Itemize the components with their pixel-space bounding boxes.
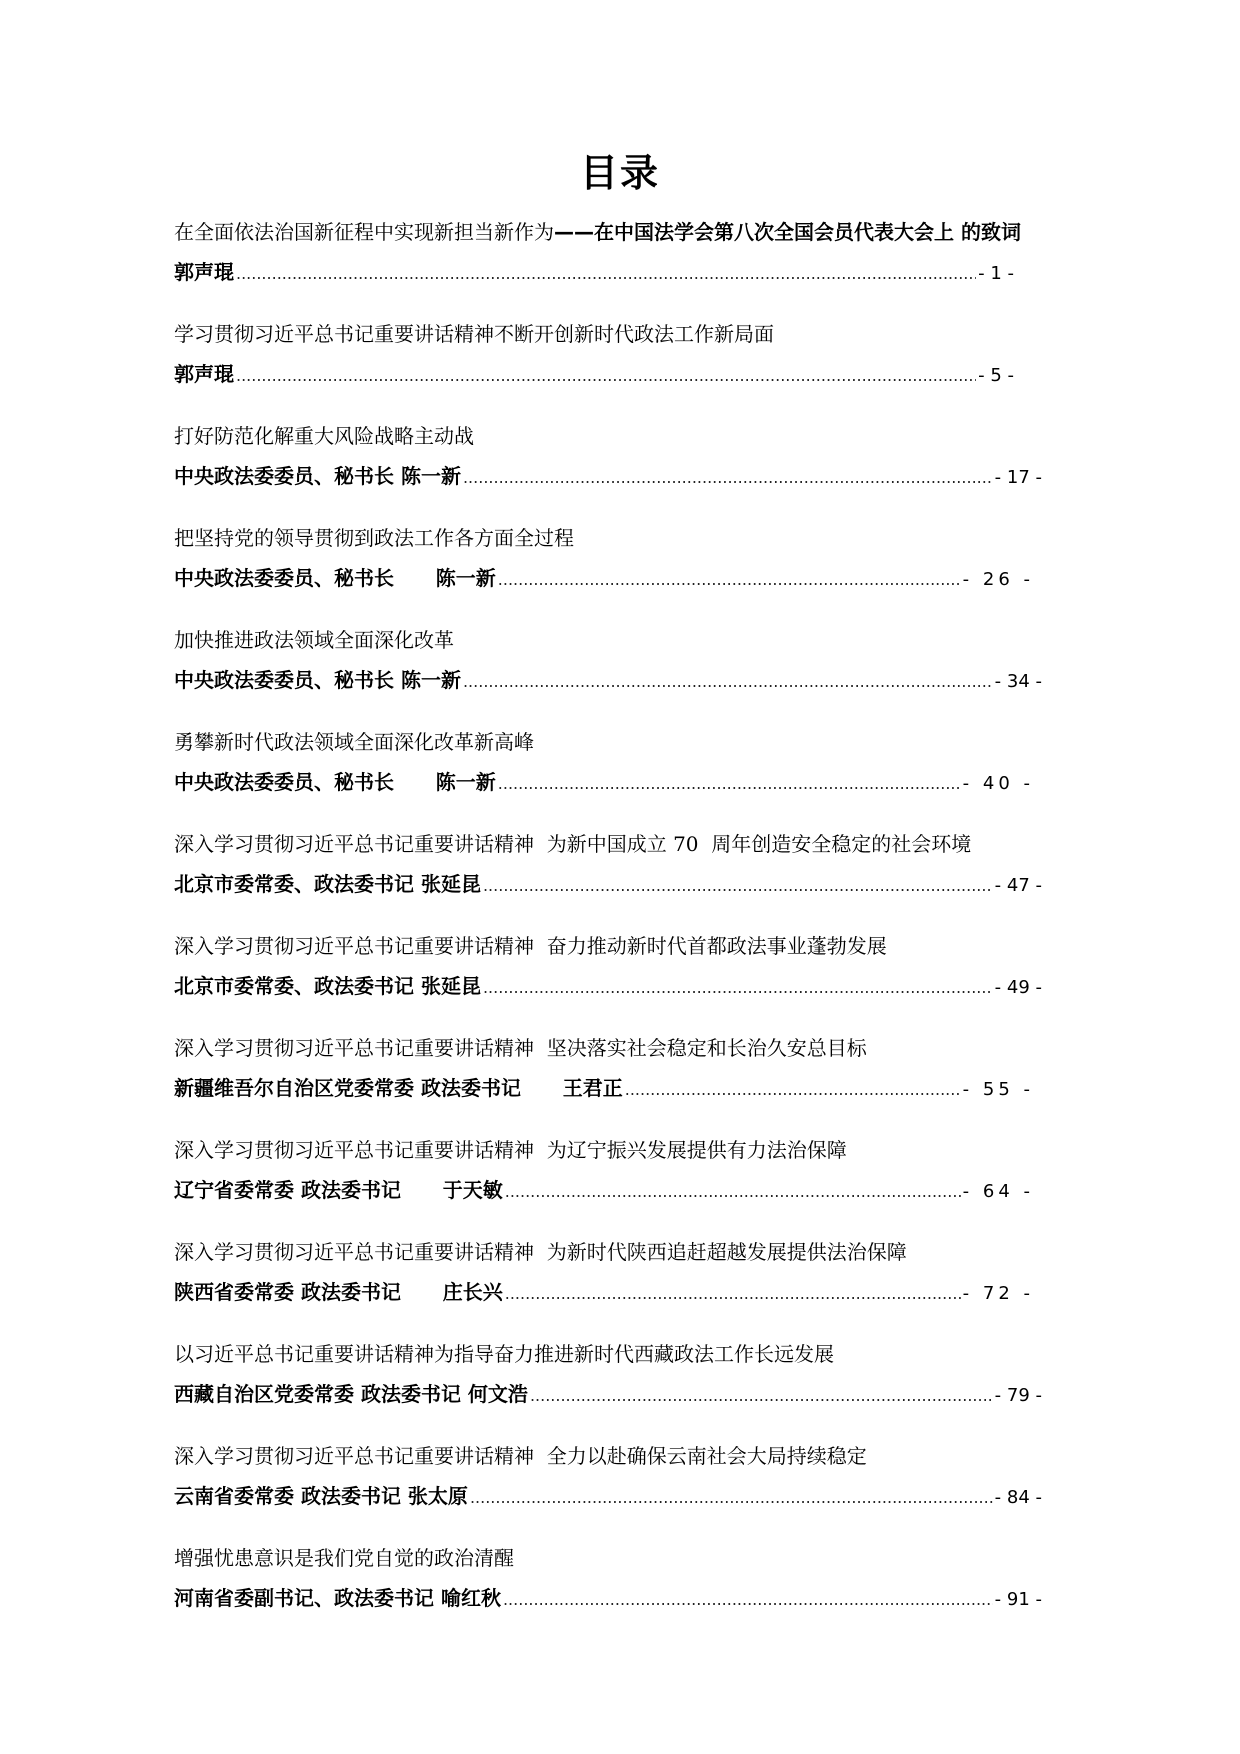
entry-page-number: - 49 - <box>994 977 1042 998</box>
entry-page-number: - 72 - <box>962 1283 1034 1304</box>
entry-author-line <box>174 1578 1042 1618</box>
dot-leader <box>470 1478 993 1518</box>
dot-leader <box>498 764 961 804</box>
toc-entry[interactable] <box>174 926 1074 1028</box>
toc-entry[interactable] <box>174 1232 1074 1334</box>
toc-entry[interactable] <box>174 518 1074 620</box>
entry-page-number: - 47 - <box>994 875 1042 896</box>
entry-page-number: - 1 - <box>978 263 1014 284</box>
toc-entry[interactable] <box>174 722 1074 824</box>
entry-title: 把坚持党的领导贯彻到政法工作各方面全过程 <box>174 526 574 550</box>
entry-page-number: - 5 - <box>978 365 1014 386</box>
dot-leader <box>505 1274 961 1314</box>
entry-title: 学习贯彻习近平总书记重要讲话精神不断开创新时代政法工作新局面 <box>174 322 774 346</box>
toc-entry[interactable] <box>174 620 1074 722</box>
entry-author-line <box>174 660 1042 700</box>
entry-author-line <box>174 1068 1034 1108</box>
entry-title: 深入学习贯彻习近平总书记重要讲话精神 为辽宁振兴发展提供有力法治保障 <box>174 1138 847 1162</box>
entry-author: 郭声琨 <box>174 260 234 284</box>
dot-leader <box>483 866 993 906</box>
entry-author-line <box>174 1476 1042 1516</box>
entry-author: 中央政法委委员、秘书长 陈一新 <box>174 566 496 590</box>
entry-title: 深入学习贯彻习近平总书记重要讲话精神 为新时代陕西追赶超越发展提供法治保障 <box>174 1240 907 1264</box>
dot-leader <box>625 1070 961 1110</box>
entry-author: 云南省委常委 政法委书记 张太原 <box>174 1484 468 1508</box>
dot-leader <box>463 458 993 498</box>
entry-author-line <box>174 558 1034 598</box>
dot-leader <box>505 1172 961 1212</box>
entry-title: 深入学习贯彻习近平总书记重要讲话精神 奋力推动新时代首都政法事业蓬勃发展 <box>174 934 887 958</box>
entry-page-number: - 91 - <box>994 1589 1042 1610</box>
entry-author: 河南省委副书记、政法委书记 喻红秋 <box>174 1586 501 1610</box>
entry-author-line <box>174 354 1014 394</box>
entry-author: 陕西省委常委 政法委书记 庄长兴 <box>174 1280 503 1304</box>
entry-title: 深入学习贯彻习近平总书记重要讲话精神 坚决落实社会稳定和长治久安总目标 <box>174 1036 867 1060</box>
entry-title: 深入学习贯彻习近平总书记重要讲话精神 为新中国成立 70 周年创造安全稳定的社会环境 <box>174 832 972 856</box>
dot-leader <box>463 662 993 702</box>
dot-leader <box>236 356 976 396</box>
toc-entry[interactable] <box>174 824 1074 926</box>
toc-entry[interactable] <box>174 416 1074 518</box>
page-title: 目录 <box>579 151 660 195</box>
entry-page-number: - 84 - <box>994 1487 1042 1508</box>
entry-author: 中央政法委委员、秘书长 陈一新 <box>174 464 461 488</box>
entry-page-number: - 34 - <box>994 671 1042 692</box>
entry-author-line <box>174 762 1034 802</box>
entry-title <box>174 212 1021 252</box>
toc-entry[interactable] <box>174 1538 1074 1640</box>
entry-page-number: - 55 - <box>962 1079 1034 1100</box>
entry-author-line <box>174 456 1042 496</box>
dot-leader <box>498 560 961 600</box>
entry-author: 北京市委常委、政法委书记 张延昆 <box>174 974 481 998</box>
dot-leader <box>483 968 993 1008</box>
entry-title: 以习近平总书记重要讲话精神为指导奋力推进新时代西藏政法工作长远发展 <box>174 1342 834 1366</box>
entry-author-line <box>174 864 1042 904</box>
entry-author: 北京市委常委、政法委书记 张延昆 <box>174 872 481 896</box>
toc-entry[interactable] <box>174 212 1074 314</box>
toc-entry[interactable] <box>174 314 1074 416</box>
entry-author-line <box>174 1374 1042 1414</box>
entry-page-number: - 17 - <box>994 467 1042 488</box>
entry-author: 新疆维吾尔自治区党委常委 政法委书记 王君正 <box>174 1076 623 1100</box>
toc-entry[interactable] <box>174 1436 1074 1538</box>
entry-page-number: - 26 - <box>962 569 1034 590</box>
entry-page-number: - 40 - <box>962 773 1034 794</box>
entry-author: 中央政法委委员、秘书长 陈一新 <box>174 668 461 692</box>
entry-author-line <box>174 252 1014 292</box>
dot-leader <box>503 1580 993 1620</box>
entry-title-text: 在全面依法治国新征程中实现新担当新作为 <box>174 220 554 244</box>
entry-author: 中央政法委委员、秘书长 陈一新 <box>174 770 496 794</box>
toc-entry[interactable] <box>174 1334 1074 1436</box>
entry-title: 增强忧患意识是我们党自觉的政治清醒 <box>174 1546 514 1570</box>
entry-author: 郭声琨 <box>174 362 234 386</box>
toc-entry[interactable] <box>174 1028 1074 1130</box>
entry-page-number: - 79 - <box>994 1385 1042 1406</box>
entry-page-number: - 64 - <box>962 1181 1034 1202</box>
entry-author: 西藏自治区党委常委 政法委书记 何文浩 <box>174 1382 528 1406</box>
entry-title: 深入学习贯彻习近平总书记重要讲话精神 全力以赴确保云南社会大局持续稳定 <box>174 1444 867 1468</box>
entry-author-line <box>174 1272 1034 1312</box>
entry-title-subtitle: ——在中国法学会第八次全国会员代表大会上 的致词 <box>554 220 1021 244</box>
entry-author-line <box>174 1170 1034 1210</box>
toc-list <box>174 212 1074 1640</box>
dot-leader <box>530 1376 993 1416</box>
entry-title: 打好防范化解重大风险战略主动战 <box>174 424 474 448</box>
toc-entry[interactable] <box>174 1130 1074 1232</box>
entry-author-line <box>174 966 1042 1006</box>
entry-author: 辽宁省委常委 政法委书记 于天敏 <box>174 1178 503 1202</box>
entry-title: 勇攀新时代政法领域全面深化改革新高峰 <box>174 730 534 754</box>
dot-leader <box>236 254 976 294</box>
entry-title: 加快推进政法领域全面深化改革 <box>174 628 454 652</box>
